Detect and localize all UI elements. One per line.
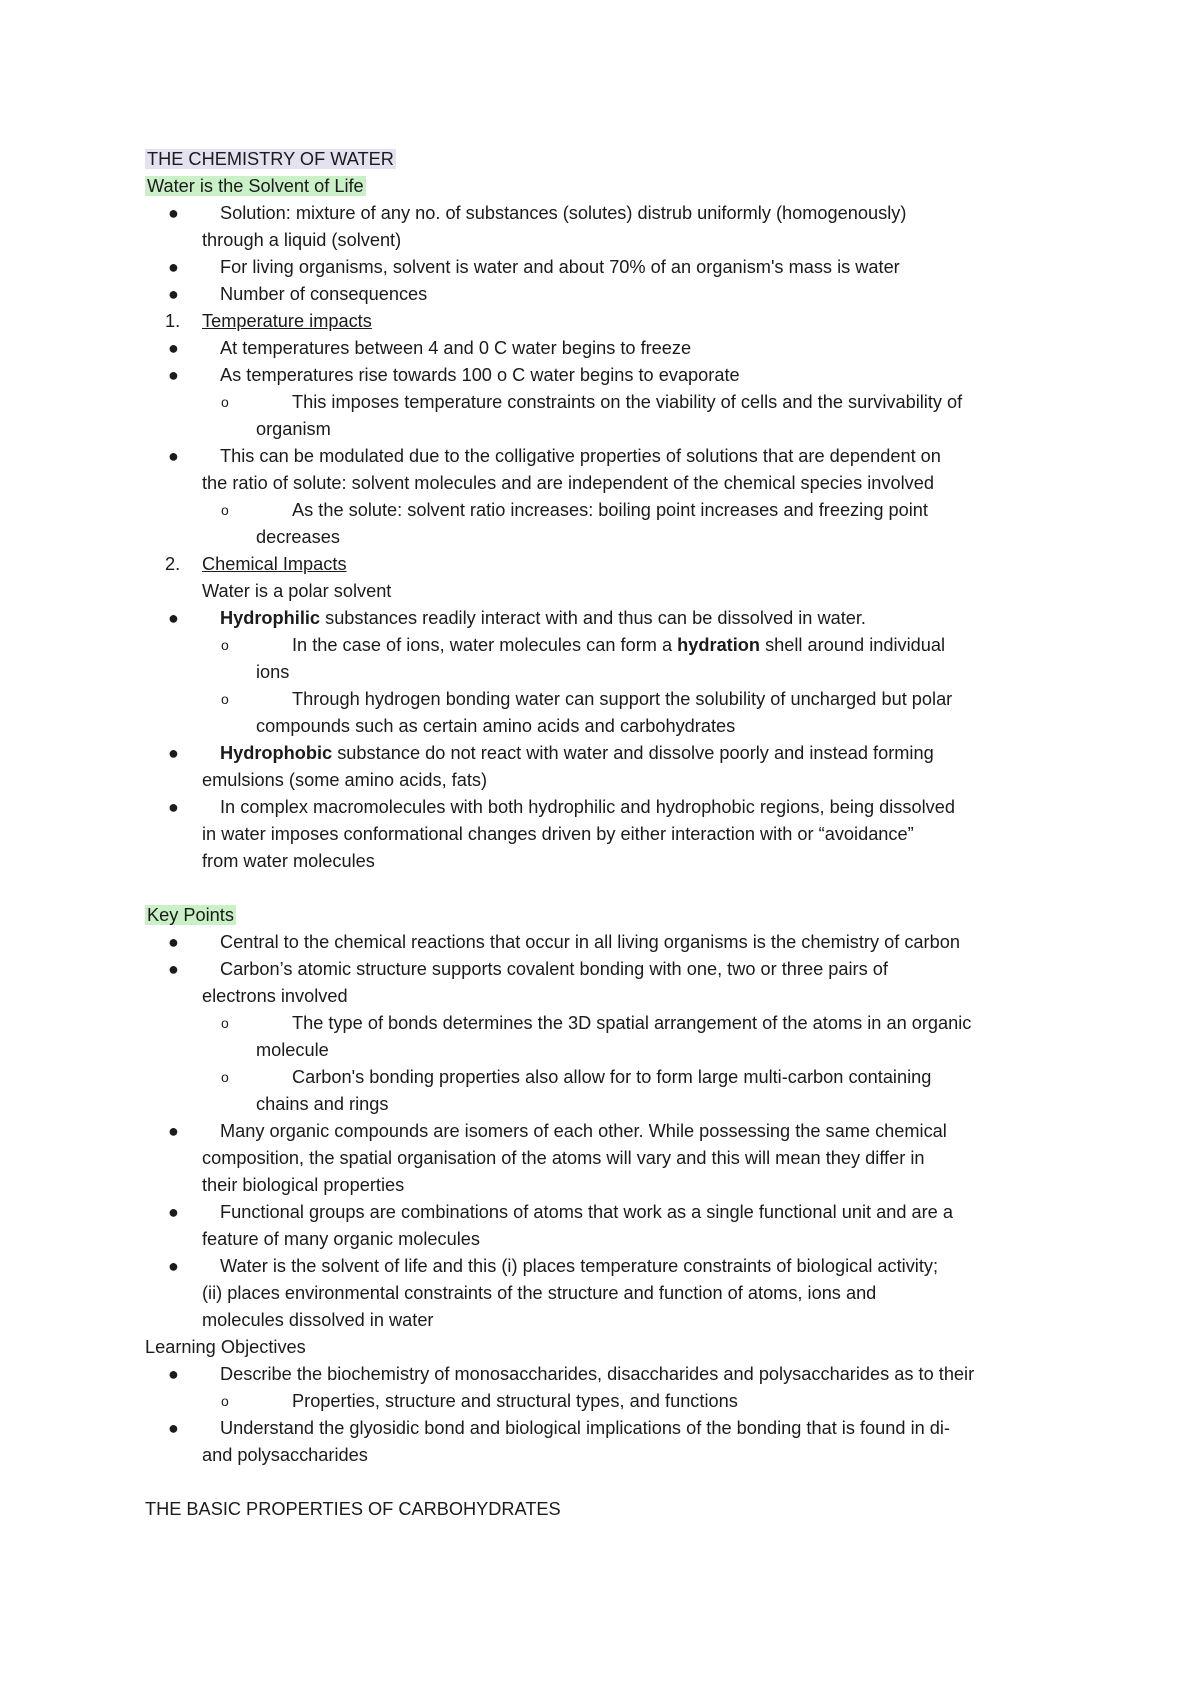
sub-list-item: Properties, structure and structural types, and functions xyxy=(292,1391,738,1411)
sub-list-item: As the solute: solvent ratio increases: boiling point increases and freezing point xyxy=(292,500,928,520)
list-item: Number of consequences xyxy=(220,284,428,304)
list-item-continuation: electrons involved xyxy=(202,986,348,1006)
sub-bullet-marker: o xyxy=(221,637,229,653)
list-item: Central to the chemical reactions that occur in all living organisms is the chemistry of carbon xyxy=(220,932,960,952)
bullet-marker: ● xyxy=(168,365,179,385)
list-item-continuation: the ratio of solute: solvent molecules and are independent of the chemical species involved xyxy=(202,473,934,493)
number-marker: 2. xyxy=(165,554,181,574)
sub-list-item-continuation: compounds such as certain amino acids and carbohydrates xyxy=(256,716,736,736)
list-item-continuation: from water molecules xyxy=(202,851,375,871)
sub-list-item-continuation: decreases xyxy=(256,527,340,547)
sub-bullet-marker: o xyxy=(221,1069,229,1085)
sub-list-item: Through hydrogen bonding water can support the solubility of uncharged but polar xyxy=(292,689,953,709)
sub-list-item: This imposes temperature constraints on the viability of cells and the survivability of xyxy=(292,392,963,412)
sub-bullet-marker: o xyxy=(221,394,229,410)
list-item-continuation: and polysaccharides xyxy=(202,1445,368,1465)
list-item: Understand the glyosidic bond and biological implications of the bonding that is found in di- xyxy=(220,1418,950,1438)
sub-list-item: Carbon's bonding properties also allow for to form large multi-carbon containing xyxy=(292,1067,932,1087)
bullet-marker: ● xyxy=(168,203,179,223)
list-item-continuation: (ii) places environmental constraints of the structure and function of atoms, ions and xyxy=(202,1283,877,1303)
bullet-marker: ● xyxy=(168,338,179,358)
bullet-marker: ● xyxy=(168,1364,179,1384)
section-heading-solvent: Water is the Solvent of Life xyxy=(147,176,364,196)
list-item: Hydrophilic substances readily interact with and thus can be dissolved in water. xyxy=(220,608,866,628)
sub-list-item-continuation: chains and rings xyxy=(256,1094,389,1114)
list-item: At temperatures between 4 and 0 C water begins to freeze xyxy=(220,338,692,358)
bullet-marker: ● xyxy=(168,257,179,277)
bullet-marker: ● xyxy=(168,1256,179,1276)
paragraph-text: Water is a polar solvent xyxy=(202,581,392,601)
list-item: Solution: mixture of any no. of substances (solutes) distrub uniformly (homogenously) xyxy=(220,203,907,223)
section-heading-carbohydrates: THE BASIC PROPERTIES OF CARBOHYDRATES xyxy=(145,1499,561,1519)
bullet-marker: ● xyxy=(168,743,179,763)
bullet-marker: ● xyxy=(168,932,179,952)
list-item: This can be modulated due to the colligative properties of solutions that are dependent on xyxy=(220,446,941,466)
sub-list-item: The type of bonds determines the 3D spatial arrangement of the atoms in an organic xyxy=(292,1013,972,1033)
list-item-continuation: molecules dissolved in water xyxy=(202,1310,434,1330)
list-item: Water is the solvent of life and this (i) places temperature constraints of biological activity; xyxy=(220,1256,939,1276)
bullet-marker: ● xyxy=(168,1202,179,1222)
page-title: THE CHEMISTRY OF WATER xyxy=(147,149,394,169)
sub-list-item: In the case of ions, water molecules can form a hydration shell around individual xyxy=(292,635,946,655)
list-item: As temperatures rise towards 100 o C water begins to evaporate xyxy=(220,365,740,385)
list-item-continuation: through a liquid (solvent) xyxy=(202,230,402,250)
list-item-continuation: emulsions (some amino acids, fats) xyxy=(202,770,488,790)
list-item: Functional groups are combinations of atoms that work as a single functional unit and are a xyxy=(220,1202,953,1222)
list-item: In complex macromolecules with both hydrophilic and hydrophobic regions, being dissolved xyxy=(220,797,955,817)
section-heading-key-points: Key Points xyxy=(147,905,234,925)
sub-bullet-marker: o xyxy=(221,1015,229,1031)
sub-list-item-continuation: organism xyxy=(256,419,331,439)
bullet-marker: ● xyxy=(168,284,179,304)
sub-list-item-continuation: molecule xyxy=(256,1040,329,1060)
list-item-continuation: their biological properties xyxy=(202,1175,405,1195)
sub-list-item-continuation: ions xyxy=(256,662,290,682)
bullet-marker: ● xyxy=(168,608,179,628)
section-heading-learning-objectives: Learning Objectives xyxy=(145,1337,306,1357)
list-item: Describe the biochemistry of monosaccharides, disaccharides and polysaccharides as to their xyxy=(220,1364,975,1384)
list-item: For living organisms, solvent is water and about 70% of an organism's mass is water xyxy=(220,257,900,277)
subheading-chemical: Chemical Impacts xyxy=(202,554,347,574)
list-item: Carbon’s atomic structure supports covalent bonding with one, two or three pairs of xyxy=(220,959,888,979)
sub-bullet-marker: o xyxy=(221,1393,229,1409)
sub-bullet-marker: o xyxy=(221,691,229,707)
bullet-marker: ● xyxy=(168,1418,179,1438)
subheading-temperature: Temperature impacts xyxy=(202,311,372,331)
number-marker: 1. xyxy=(165,311,181,331)
list-item-continuation: in water imposes conformational changes driven by either interaction with or “avoidance” xyxy=(202,824,914,844)
bullet-marker: ● xyxy=(168,797,179,817)
list-item: Many organic compounds are isomers of each other. While possessing the same chemical xyxy=(220,1121,947,1141)
bullet-marker: ● xyxy=(168,446,179,466)
list-item-continuation: composition, the spatial organisation of the atoms will vary and this will mean they differ in xyxy=(202,1148,925,1168)
list-item: Hydrophobic substance do not react with water and dissolve poorly and instead forming xyxy=(220,743,934,763)
sub-bullet-marker: o xyxy=(221,502,229,518)
bullet-marker: ● xyxy=(168,959,179,979)
list-item-continuation: feature of many organic molecules xyxy=(202,1229,481,1249)
bullet-marker: ● xyxy=(168,1121,179,1141)
